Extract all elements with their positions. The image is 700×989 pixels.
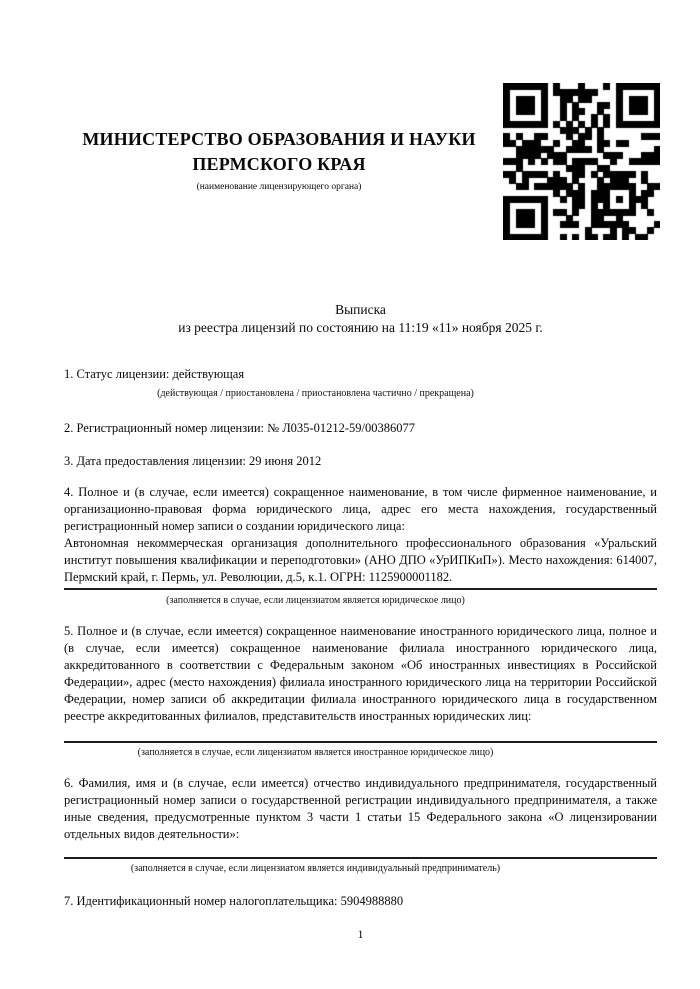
entrepreneur-fill-line [64,857,657,859]
legal-entity-value: Автономная некоммерческая организация дополнительного профессионального образования «Уральский институт повышения квалификации и переподготовки» (АНО ДПО «УрИПКиП»). Место нахождения: 614007, Пермский край, г. Пермь, ул. Революции, д.5, к.1. ОГРН: 1125900001182. [64,536,657,584]
license-date-text: 3. Дата предоставления лицензии: 29 июня 2012 [64,454,322,468]
qr-code-icon [503,83,660,240]
legal-entity-fill-line [64,588,657,590]
taxpayer-number-text: 7. Идентификационный номер налогоплательщика: 5904988880 [64,894,404,908]
registration-number-item [64,420,657,437]
document-title-line1: Выписка [335,302,386,317]
document-content [64,0,657,989]
foreign-entity-item [64,623,657,725]
ministry-caption: (наименование лицензирующего органа) [196,182,362,192]
licensing-authority-header [64,127,494,193]
legal-entity-item [64,484,657,586]
license-date-item [64,453,657,470]
license-status-text: 1. Статус лицензии: действующая [64,367,245,381]
status-options-caption: (действующая / приостановлена / приостановлена частично / прекращена) [157,388,474,399]
taxpayer-number-item [64,893,657,910]
document-title [64,301,657,337]
entrepreneur-label: 6. Фамилия, имя и (в случае, если имеется) отчество индивидуального предпринимателя, государственный регистрационный номер записи о государственной регистрации индивидуального предпринимателя, а также иные сведения, предусмотренные пунктом 3 части 1 статьи 15 Федерального закона «О лицензировании отдельных видов деятельности»: [64,776,657,841]
ministry-name-line2: ПЕРМСКОГО КРАЯ [192,154,366,174]
foreign-entity-label: 5. Полное и (в случае, если имеется) сокращенное наименование иностранного юридического лица, полное и (в случае, если имеется) сокращенное наименование филиала иностранного юридического лица, аккредитованного в соответствии с Федеральным законом «Об иностранных инвестициях в Российской Федерации», адрес (место нахождения) филиала иностранного юридического лица на территории Российской Федерации, номер записи об аккредитации филиала иностранного юридического лица в государственном реестре аккредитованных филиалов, представительств иностранных юридических лиц: [64,624,657,723]
foreign-entity-fill-line [64,741,657,743]
registration-number-text: 2. Регистрационный номер лицензии: № Л035-01212-59/00386077 [64,421,415,435]
entrepreneur-caption: (заполняется в случае, если лицензиатом является индивидуальный предприниматель) [130,863,501,874]
license-status-item [64,366,657,383]
page-number: 1 [357,927,364,941]
entrepreneur-item [64,775,657,843]
ministry-name-line1: МИНИСТЕРСТВО ОБРАЗОВАНИЯ И НАУКИ [82,129,476,149]
foreign-entity-caption: (заполняется в случае, если лицензиатом является иностранное юридическое лицо) [137,747,494,758]
legal-entity-caption: (заполняется в случае, если лицензиатом является юридическое лицо) [166,595,465,606]
legal-entity-label: 4. Полное и (в случае, если имеется) сокращенное наименование, в том числе фирменное наименование, и организационно-правовая форма юридического лица, адрес его места нахождения, государственный регистрационный номер записи о создании юридического лица: [64,485,657,533]
document-title-line2: из реестра лицензий по состоянию на 11:19 «11» ноября 2025 г. [178,320,543,335]
